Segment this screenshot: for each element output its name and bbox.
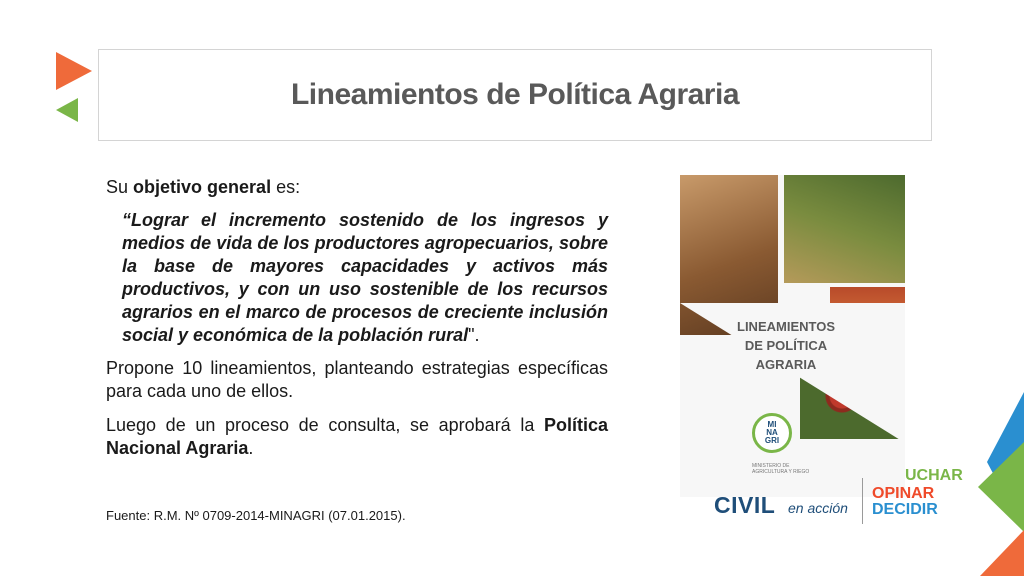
logo-text-1: MI xyxy=(767,420,777,429)
slide-body xyxy=(106,176,608,471)
decidir-word: DECIDIR xyxy=(872,501,938,518)
cover-title xyxy=(726,317,846,374)
paragraph-3-bold: Política Nacional Agraria xyxy=(106,415,608,458)
cover-title-line-2: DE POLÍTICA xyxy=(744,338,828,353)
quote-text: “Lograr el incremento sostenido de los ingresos y medios de vida de los productores agropecuarios, sobre la base de mayores capacidades y activos más productivos, y con un uso sostenible de los recursos agrarios en el marco de procesos de creciente inclusión social y económica de la población rural xyxy=(122,210,608,345)
cover-title-line-1: LINEAMIENTOS xyxy=(737,319,835,334)
logo-text-2: NA xyxy=(766,428,778,437)
en-accion-text: en acción xyxy=(788,500,848,516)
slide-title: Lineamientos de Política Agraria xyxy=(290,78,740,111)
intro-bold: objetivo general xyxy=(133,177,272,197)
cover-title-line-3: AGRARIA xyxy=(755,357,817,372)
escuchar-word: UCHAR xyxy=(905,467,963,484)
logo-text-3: GRI xyxy=(764,436,780,445)
minagri-subtitle: MINISTERIO DE AGRICULTURA Y RIEGO xyxy=(752,463,810,475)
orange-triangle-decoration xyxy=(56,52,92,90)
cover-photo-farmer xyxy=(784,175,905,283)
paragraph-3-suffix: . xyxy=(248,438,254,458)
intro-suffix: es: xyxy=(271,177,301,197)
paragraph-consulta xyxy=(106,414,608,460)
quote-end: ". xyxy=(468,325,480,345)
book-cover-image xyxy=(680,175,905,497)
title-box xyxy=(98,49,932,141)
logo-divider xyxy=(862,478,863,524)
civil-logo-text: CIVIL xyxy=(714,492,776,518)
green-triangle-decoration xyxy=(56,98,78,122)
source-note: Fuente: R.M. Nº 0709-2014-MINAGRI (07.01.2015). xyxy=(106,508,406,523)
opinar-word: OPINAR xyxy=(872,485,935,502)
intro-prefix: Su xyxy=(106,177,134,197)
objective-quote xyxy=(106,209,608,347)
orange-corner-triangle xyxy=(980,530,1024,576)
paragraph-lineamientos: Propone 10 lineamientos, planteando estrategias específicas para cada uno de ellos. xyxy=(106,358,608,401)
minagri-logo xyxy=(752,413,792,453)
green-corner-triangle xyxy=(978,442,1024,532)
paragraph-3-prefix: Luego de un proceso de consulta, se aprobará la xyxy=(106,415,544,435)
intro-paragraph xyxy=(106,176,608,199)
